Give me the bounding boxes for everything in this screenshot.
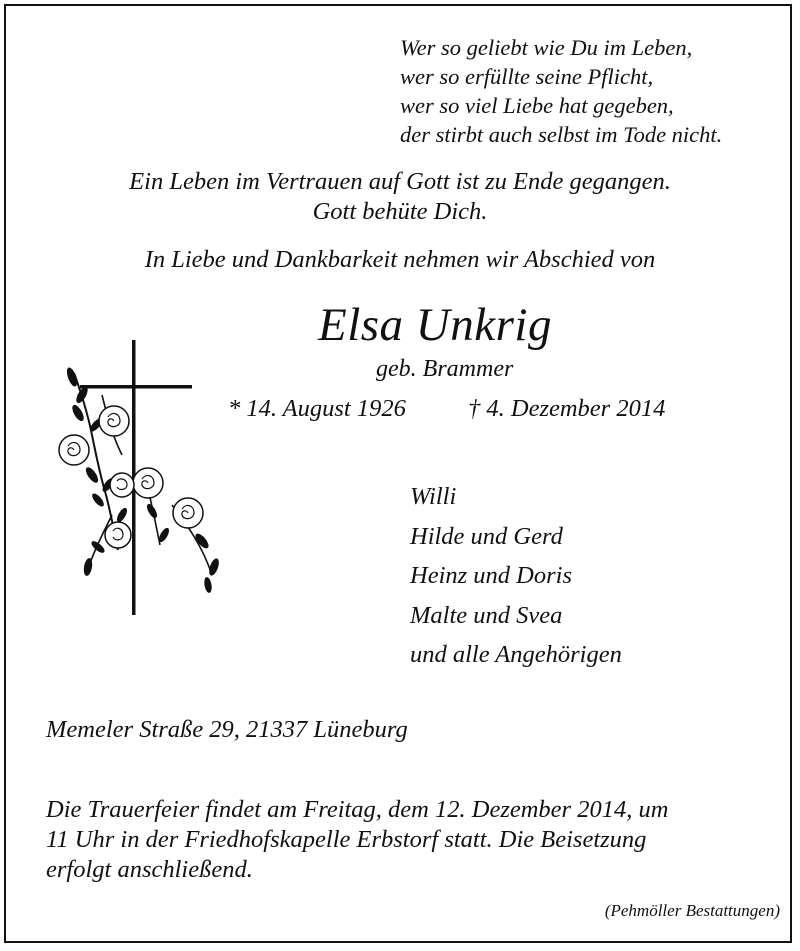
- funeral-line: Die Trauerfeier findet am Freitag, dem 12. Dezember 2014, um: [46, 796, 669, 823]
- funeral-line: erfolgt anschließend.: [46, 856, 253, 883]
- address: Memeler Straße 29, 21337 Lüneburg: [46, 716, 408, 743]
- mourner: Hilde und Gerd: [410, 522, 563, 550]
- undertaker-credit: (Pehmöller Bestattungen): [604, 901, 780, 920]
- birth-date: * 14. August 1926: [228, 395, 406, 422]
- poem-line: Wer so geliebt wie Du im Leben,: [400, 35, 693, 60]
- funeral-info: [46, 795, 786, 885]
- poem-line: wer so erfüllte seine Pflicht,: [400, 64, 654, 89]
- mourners-list: [410, 477, 622, 675]
- cross-with-roses-icon: [52, 335, 232, 625]
- mourner: Malte und Svea: [410, 601, 563, 629]
- mourner: Heinz und Doris: [410, 562, 572, 589]
- mourner: Willi: [410, 483, 457, 510]
- poem-line: wer so viel Liebe hat gegeben,: [400, 93, 674, 118]
- death-date: † 4. Dezember 2014: [468, 395, 666, 422]
- poem: [400, 33, 722, 149]
- poem-line: der stirbt auch selbst im Tode nicht.: [400, 122, 723, 147]
- intro-line-1: Ein Leben im Vertrauen auf Gott ist zu Ende gegangen.: [129, 168, 671, 195]
- maiden-name: geb. Brammer: [376, 356, 514, 382]
- deceased-name: Elsa Unkrig: [318, 299, 552, 351]
- farewell-line: In Liebe und Dankbarkeit nehmen wir Abschied von: [144, 246, 656, 273]
- mourner: und alle Angehörigen: [410, 641, 622, 668]
- intro-line-2: Gott behüte Dich.: [312, 198, 488, 225]
- funeral-line: 11 Uhr in der Friedhofskapelle Erbstorf statt. Die Beisetzung: [46, 826, 647, 853]
